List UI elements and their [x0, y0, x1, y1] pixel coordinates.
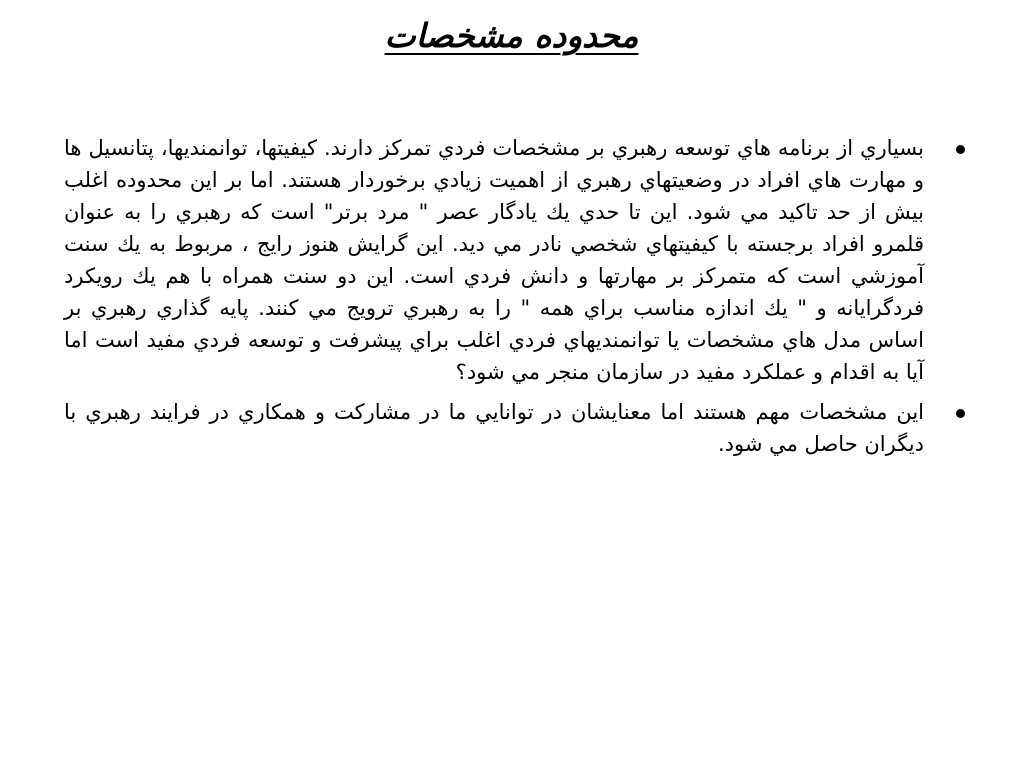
bullet-dot-icon [956, 409, 965, 418]
bullet-text: بسياري از برنامه هاي توسعه رهبري بر مشخصات فردي تمركز دارند. كيفيتها، توانمنديها، پتانسيل ها و مهارت هاي افراد در وضعيتهاي رهبري از اهميت زيادي برخوردار هستند. اما بر اين محدوده اغلب بيش از حد تاكيد مي شود. اين تا حدي يك يادگار عصر " مرد برتر" است كه رهبري را به عنوان قلمرو افراد برجسته با كيفيتهاي شخصي نادر مي ديد. اين گرايش هنوز رايج ، مربوط به يك سنت آموزشي است كه متمركز بر مهارتها و دانش فردي است. اين دو سنت همراه با هم يك رويكرد فردگرايانه و " يك اندازه مناسب براي همه " را به رهبري ترويج مي كنند. پايه گذاري رهبري بر اساس مدل هاي مشخصات يا توانمنديهاي فردي اغلب براي پيشرفت و توسعه فردي مفيد است اما آيا به اقدام و عملكرد مفيد در سازمان منجر مي شود؟ [64, 136, 924, 384]
bullet-item [64, 132, 969, 388]
slide-title-text: محدوده مشخصات [384, 16, 639, 55]
bullet-dot-icon [956, 145, 965, 154]
bullet-list [64, 132, 969, 468]
bullet-text: اين مشخصات مهم هستند اما معنايشان در توانايي ما در مشاركت و همكاري در فرايند رهبري با ديگران حاصل مي شود. [64, 400, 924, 456]
slide-title [0, 8, 1023, 64]
bullet-item [64, 396, 969, 460]
